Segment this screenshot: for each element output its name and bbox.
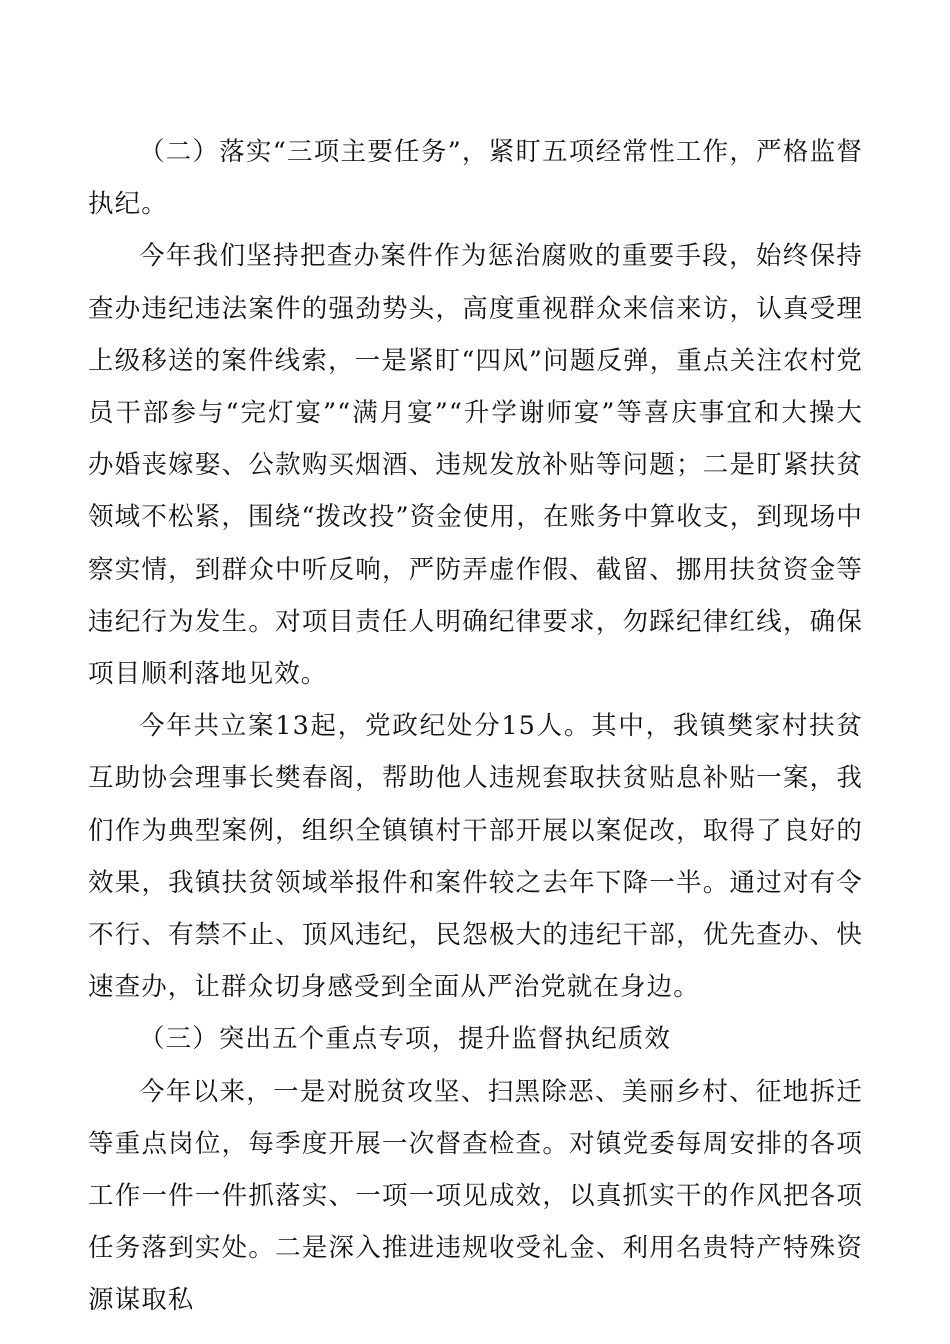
document-body (88, 126, 863, 1327)
paragraph-case-handling: 今年我们坚持把查办案件作为惩治腐败的重要手段，始终保持查办违纪违法案件的强劲势头，高度重视群众来信来访，认真受理上级移送的案件线索，一是紧盯“四风”问题反弹，重点关注农村党员干部参与“完灯宴”“满月宴”“升学谢师宴”等喜庆事宜和大操大办婚丧嫁娶、公款购买烟酒、违规发放补贴等问题；二是盯紧扶贫领域不松紧，围绕“拨改投”资金使用，在账务中算收支，到现场中察实情，到群众中听反响，严防弄虚作假、截留、挪用扶贫资金等违纪行为发生。对项目责任人明确纪律要求，勿踩纪律红线，确保项目顺利落地见效。 (88, 241, 863, 690)
paragraph-case-statistics: 今年共立案13起，党政纪处分15人。其中，我镇樊家村扶贫互助协会理事长樊春阁，帮助他人违规套取扶贫贴息补贴一案，我们作为典型案例，组织全镇镇村干部开展以案促改，取得了良好的效果，我镇扶贫领域举报件和案件较之去年下降一半。通过对有令不行、有禁不止、顶风违纪，民怨极大的违纪干部，优先查办、快速查办，让群众切身感受到全面从严治党就在身边。 (88, 711, 863, 1003)
paragraph-supervision: 今年以来，一是对脱贫攻坚、扫黑除恶、美丽乡村、征地拆迁等重点岗位，每季度开展一次督查检查。对镇党委每周安排的各项工作一件一件抓落实、一项一项见成效，以真抓实干的作风把各项任务落到实处。二是深入推进违规收受礼金、利用名贵特产特殊资源谋取私 (88, 1076, 863, 1316)
section-heading-2: （二）落实“三项主要任务”，紧盯五项经常性工作，严格监督执纪。 (88, 137, 863, 220)
section-heading-3: （三）突出五个重点专项，提升监督执纪质效 (139, 1024, 672, 1055)
